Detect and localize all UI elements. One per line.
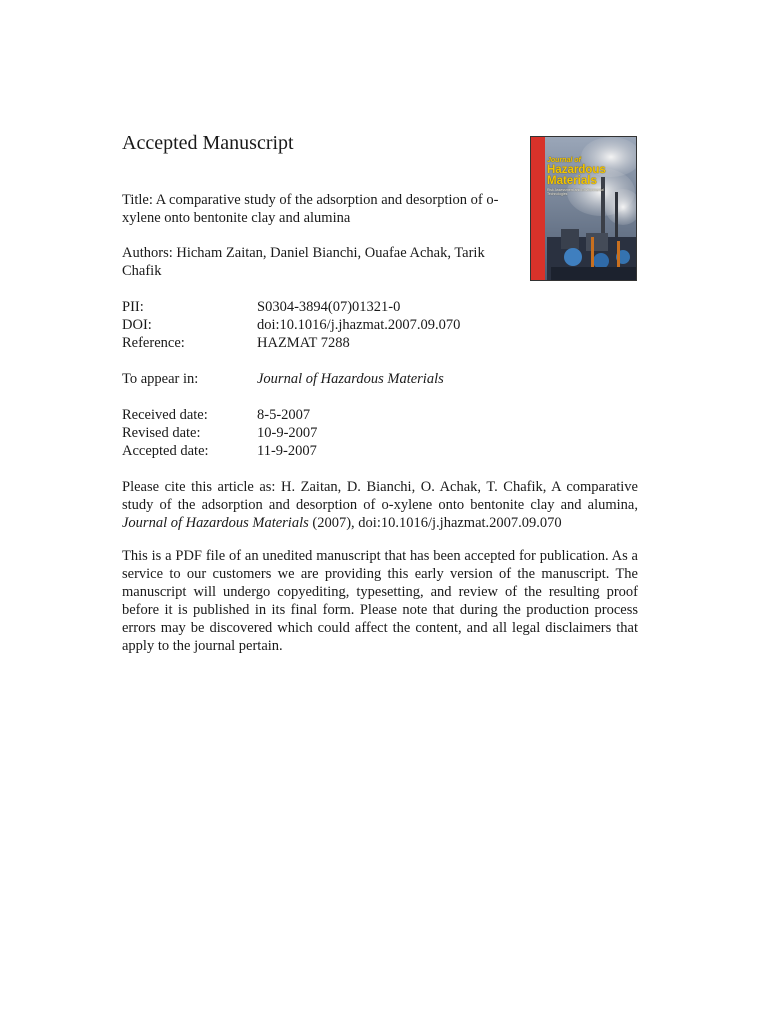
accepted-value: 11-9-2007 bbox=[257, 443, 317, 459]
cover-journal-line3: Materials bbox=[547, 175, 597, 187]
appear-label: To appear in: bbox=[122, 371, 199, 387]
cover-journal-line1: Journal of bbox=[547, 157, 581, 164]
doi-label: DOI: bbox=[122, 317, 152, 333]
accepted-row bbox=[122, 442, 642, 460]
metadata-table bbox=[122, 298, 642, 460]
revised-label: Revised date: bbox=[122, 425, 201, 441]
received-row bbox=[122, 406, 642, 424]
accepted-label: Accepted date: bbox=[122, 443, 209, 459]
citation-text: Please cite this article as: H. Zaitan, D. Bianchi, O. Achak, T. Chafik, A comparative study of the adsorption and desorption of o-xylene onto bentonite clay and alumina, bbox=[122, 479, 638, 513]
manuscript-notice: This is a PDF file of an unedited manuscript that has been accepted for publication. As a service to our customers we are providing this early version of the manuscript. The manuscript will undergo copyediting, typesetting, and review of the resulting proof before it is published in its final form. Please note that during the production process errors may be discovered which could affect the content, and all legal disclaimers that apply to the journal pertain. bbox=[122, 548, 638, 654]
reference-row bbox=[122, 334, 642, 352]
journal-cover-image bbox=[530, 136, 637, 281]
pii-value: S0304-3894(07)01321-0 bbox=[257, 299, 401, 315]
doi-row bbox=[122, 316, 642, 334]
revised-row bbox=[122, 424, 642, 442]
citation-paragraph bbox=[122, 478, 638, 532]
article-title: Title: A comparative study of the adsorption and desorption of o-xylene onto bentonite clay and alumina bbox=[122, 192, 499, 226]
appear-journal: Journal of Hazardous Materials bbox=[257, 371, 444, 387]
pii-label: PII: bbox=[122, 299, 144, 315]
revised-value: 10-9-2007 bbox=[257, 425, 318, 441]
citation-tail: (2007), doi:10.1016/j.jhazmat.2007.09.070 bbox=[308, 515, 562, 531]
article-authors: Authors: Hicham Zaitan, Daniel Bianchi, Ouafae Achak, Tarik Chafik bbox=[122, 245, 485, 279]
received-value: 8-5-2007 bbox=[257, 407, 311, 423]
reference-value: HAZMAT 7288 bbox=[257, 335, 350, 351]
citation-journal: Journal of Hazardous Materials bbox=[122, 515, 309, 531]
reference-label: Reference: bbox=[122, 335, 185, 351]
cover-subtitle: Risk Assessment and Environmental Technologies bbox=[547, 188, 604, 196]
cover-journal-line2: Hazardous bbox=[547, 164, 606, 176]
received-label: Received date: bbox=[122, 407, 208, 423]
doi-value: doi:10.1016/j.jhazmat.2007.09.070 bbox=[257, 317, 461, 333]
appear-row bbox=[122, 370, 642, 388]
pii-row bbox=[122, 298, 642, 316]
page-heading: Accepted Manuscript bbox=[122, 132, 294, 154]
